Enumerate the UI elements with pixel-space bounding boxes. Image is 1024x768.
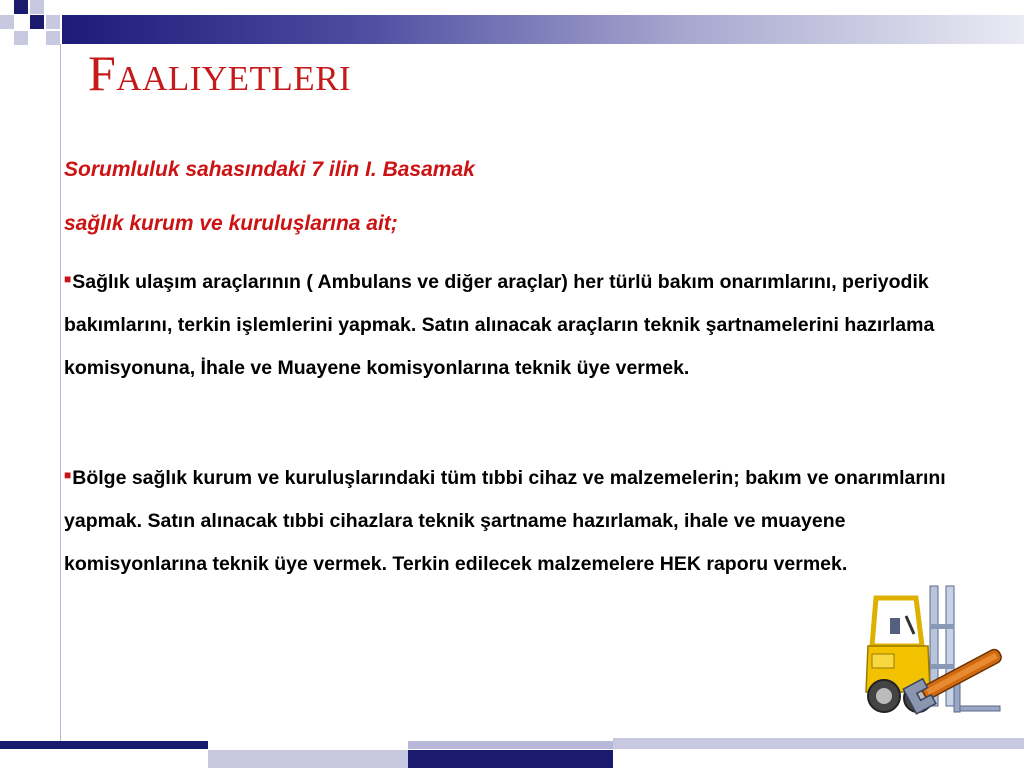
bottom-bars <box>0 738 1024 768</box>
bottom-bar-segment <box>613 738 818 749</box>
bottom-bar-segment <box>408 750 613 768</box>
bullet-text: Bölge sağlık kurum ve kuruluşlarındaki tüm tıbbi cihaz ve malzemelerin; bakım ve onarımlarını yapmak. Satın alınacak tıbbi cihazlara teknik şartname hazırlamak, ihale ve muayene komisyonlarına teknik üye vermek. Terkin edilecek malzemelere HEK raporu vermek. <box>64 467 946 575</box>
bullet-item <box>64 454 974 586</box>
left-rule <box>60 44 61 744</box>
bottom-bar-segment <box>408 741 613 749</box>
bullet-item <box>64 258 964 390</box>
decor-square <box>0 15 14 29</box>
bullet-text: Sağlık ulaşım araçlarının ( Ambulans ve diğer araçlar) her türlü bakım onarımlarını, periyodik bakımlarını, terkin işlemlerini yapmak. Satın alınacak araçların teknik şartnamelerini hazırlama komisyonuna, İhale ve Muayene komisyonlarına teknik üye vermek. <box>64 271 935 379</box>
decor-square <box>46 31 60 45</box>
decor-square <box>14 31 28 45</box>
forklift-wrench-icon <box>862 584 1024 734</box>
decor-square <box>14 0 28 14</box>
decor-square <box>30 0 44 14</box>
slide-title: Faaliyetleri <box>88 45 352 101</box>
bottom-bar-segment <box>0 741 208 749</box>
bottom-bar-segment <box>818 738 1024 749</box>
subtitle-line: sağlık kurum ve kuruluşlarına ait; <box>64 212 398 235</box>
decor-square <box>46 15 60 29</box>
subtitle-line: Sorumluluk sahasındaki 7 ilin I. Basamak <box>64 158 475 181</box>
bullet-square-icon: ■ <box>64 468 72 482</box>
bullet-square-icon: ■ <box>64 272 72 286</box>
bottom-bar-segment <box>208 750 408 768</box>
decor-square <box>30 15 44 29</box>
